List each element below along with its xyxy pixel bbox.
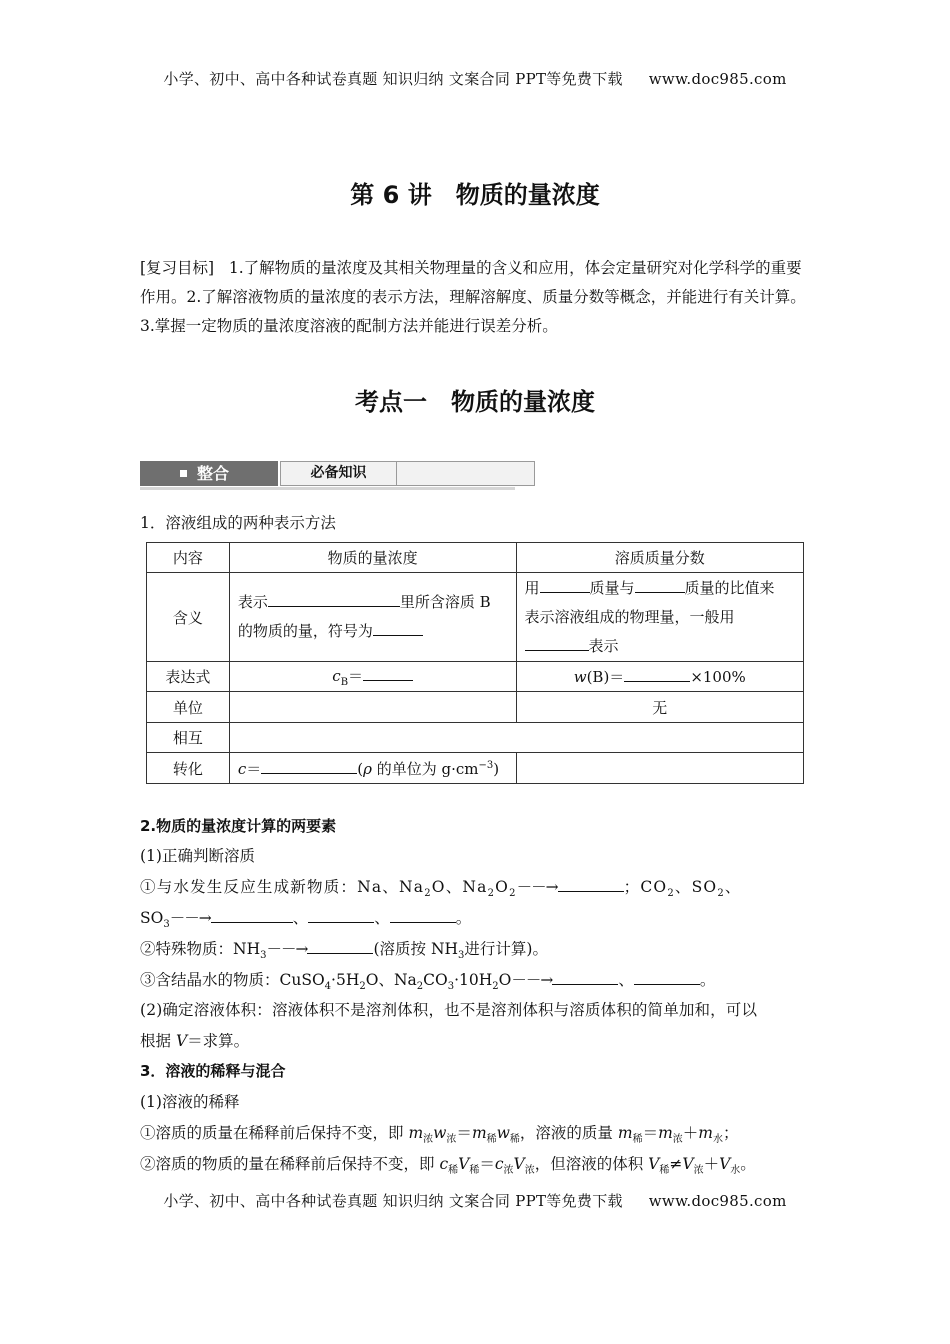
s2-p1: (1)正确判断溶质 <box>140 847 255 865</box>
text-fragment: ×100% <box>690 668 746 686</box>
arrow-glyph: －－→ <box>169 909 211 927</box>
text-fragment: w <box>433 1124 447 1142</box>
blank-line <box>525 635 589 651</box>
blank-line <box>558 876 624 892</box>
text-fragment: (B)＝ <box>586 668 625 686</box>
text-fragment: 浓 <box>423 1134 434 1146</box>
text-fragment: w <box>496 1124 510 1142</box>
text-fragment: V <box>175 1032 188 1050</box>
row-label-expr: 表达式 <box>147 662 230 692</box>
banner-dark <box>140 461 278 486</box>
text-fragment: ＋ <box>703 1155 720 1173</box>
text-fragment: 3 <box>458 950 465 962</box>
text-fragment: 里所含溶质 B <box>399 593 491 611</box>
text-fragment: c <box>494 1155 504 1173</box>
header-url[interactable]: www.doc985.com <box>648 70 787 88</box>
banner-dark-label: 整合 <box>197 464 230 483</box>
s2-line4 <box>140 969 810 998</box>
blank-line <box>390 907 456 923</box>
row-label-mutual: 相互 <box>147 723 230 753</box>
text-fragment: 2 <box>509 888 517 900</box>
text-fragment: m <box>698 1124 713 1142</box>
review-label: [复习目标] <box>140 259 215 277</box>
blank-line <box>635 577 685 593</box>
text-fragment: 。 <box>740 1155 756 1173</box>
text-fragment: ；CO <box>623 878 668 896</box>
text-fragment: 2 <box>492 981 499 993</box>
s1-title: 1．溶液组成的两种表示方法 <box>140 514 336 532</box>
text-fragment: 浓 <box>672 1134 683 1146</box>
text-fragment: 质量的比值来 <box>684 578 775 597</box>
lecture-title: 第 6 讲 物质的量浓度 <box>350 181 600 209</box>
cell-convert-empty <box>516 753 804 784</box>
arrow-glyph: －－→ <box>511 971 553 989</box>
text-fragment: 、 <box>724 878 742 896</box>
review-text: 1.了解物质的量浓度及其相关物理量的含义和应用，体会定量研究对化学科学的重要作用。2.了解溶液物质的量浓度的表示方法，理解溶解度、质量分数等概念，并能进行有关计算。3.掌握一定物质的量浓度溶液的配制方法并能进行误差分析。 <box>140 259 806 335</box>
text-fragment: 表示溶液组成的物理量，一般用 <box>524 607 735 626</box>
blank-line <box>540 577 590 593</box>
s3-line1 <box>140 1122 810 1151</box>
table-row <box>147 753 804 784</box>
text-fragment: O、Na <box>365 971 417 989</box>
text-fragment: 进行计算)。 <box>464 940 548 958</box>
text-fragment: B <box>340 677 349 688</box>
text-fragment: −3 <box>478 759 494 771</box>
header-text: 小学、初中、高中各种试卷真题 知识归纳 文案合同 PPT等免费下载 <box>163 70 623 88</box>
table-row <box>147 692 804 723</box>
text-fragment: O <box>498 971 512 989</box>
text-fragment: 稀 <box>469 1165 480 1177</box>
cell-mass-unit: 无 <box>516 692 804 723</box>
text-fragment: 的单位为 g·cm <box>371 759 479 778</box>
text-fragment: 、 <box>374 909 390 927</box>
banner-light <box>280 461 535 486</box>
text-fragment: O <box>495 878 510 896</box>
s2-title: 2.物质的量浓度计算的两要素 <box>140 817 337 835</box>
text-fragment: ＝ <box>479 1155 495 1173</box>
text-fragment: 3 <box>447 981 455 993</box>
text-fragment: ·5H <box>331 971 360 989</box>
text-fragment: 稀 <box>509 1134 520 1146</box>
s3-p1: (1)溶液的稀释 <box>140 1093 240 1111</box>
text-fragment: 稀 <box>659 1165 670 1177</box>
text-fragment: 2 <box>416 981 424 993</box>
cell-convert-formula <box>229 753 516 784</box>
text-fragment: 2 <box>424 888 432 900</box>
text-fragment: 。 <box>699 971 716 989</box>
text-fragment: V <box>458 1155 470 1173</box>
s2-line2 <box>140 907 810 936</box>
text-fragment: ≠ <box>669 1155 683 1173</box>
text-fragment: 2 <box>487 888 496 900</box>
s3-line2 <box>140 1153 810 1182</box>
text-fragment: SO <box>140 909 164 927</box>
footer-url[interactable]: www.doc985.com <box>648 1192 787 1210</box>
text-fragment: w <box>573 668 587 686</box>
text-fragment: 、 <box>292 909 309 927</box>
text-fragment: 2 <box>359 981 366 993</box>
arrow-glyph: －－→ <box>266 940 308 958</box>
text-fragment: 质量与 <box>589 578 635 597</box>
cell-molar-unit <box>229 692 516 723</box>
banner-rule <box>140 487 515 490</box>
text-fragment: V <box>719 1155 731 1173</box>
row-label-convert: 转化 <box>147 753 230 784</box>
text-fragment: 根据 <box>140 1032 176 1050</box>
text-fragment: 水 <box>713 1134 723 1146</box>
text-fragment: ＝ <box>456 1124 472 1142</box>
blank-line <box>552 969 618 985</box>
text-fragment: ＝ <box>642 1124 659 1142</box>
text-fragment: (溶质按 NH <box>373 940 459 958</box>
text-fragment: 的物质的量，符号为 <box>237 622 373 640</box>
text-fragment: c <box>332 667 341 685</box>
square-icon <box>180 470 187 477</box>
text-fragment: ②溶质的物质的量在稀释前后保持不变，即 <box>140 1155 440 1173</box>
text-fragment: 2 <box>667 888 675 900</box>
footer-text: 小学、初中、高中各种试卷真题 知识归纳 文案合同 PPT等免费下载 <box>163 1192 623 1210</box>
banner-light-label: 必备知识 <box>281 462 397 485</box>
text-fragment: V <box>513 1155 525 1173</box>
cell-molar-expr <box>229 662 516 692</box>
text-fragment: c <box>237 759 247 778</box>
table-header-molar: 物质的量浓度 <box>229 543 516 573</box>
text-fragment: ρ <box>363 759 372 778</box>
text-fragment: ) <box>493 759 500 778</box>
text-fragment: ，但溶液的体积 <box>534 1155 649 1173</box>
row-label-meaning: 含义 <box>147 573 230 662</box>
table-row <box>147 543 804 573</box>
cell-mass-meaning <box>516 573 804 662</box>
section-banner <box>140 459 515 490</box>
text-fragment: m <box>617 1124 633 1142</box>
text-fragment: c <box>439 1155 449 1173</box>
text-fragment: ； <box>723 1124 739 1142</box>
cell-mutual <box>229 723 803 753</box>
text-fragment: 4 <box>324 981 332 993</box>
s2-line1 <box>140 876 810 905</box>
text-fragment: m <box>408 1124 424 1142</box>
s2-p2-line1: (2)确定溶液体积：溶液体积不是溶剂体积，也不是溶剂体积与溶质体积的简单加和，可以 <box>140 1001 758 1019</box>
section-title: 考点一 物质的量浓度 <box>355 388 595 416</box>
s2-line3 <box>140 938 810 967</box>
review-goals <box>140 254 810 341</box>
page-footer <box>0 1190 950 1211</box>
text-fragment: ③含结晶水的物质：CuSO <box>140 971 325 989</box>
text-fragment: ＝ <box>246 759 262 778</box>
s3-title: 3．溶液的稀释与混合 <box>140 1062 286 1080</box>
text-fragment: 3 <box>260 950 267 962</box>
text-fragment: 稀 <box>486 1134 497 1146</box>
composition-table <box>146 542 804 784</box>
blank-line <box>624 666 690 682</box>
text-fragment: 水 <box>730 1165 741 1177</box>
text-fragment: 稀 <box>448 1165 459 1177</box>
text-fragment: ·10H <box>454 971 493 989</box>
text-fragment: 表示 <box>588 636 619 655</box>
text-fragment: ①溶质的质量在稀释前后保持不变，即 <box>140 1124 409 1142</box>
text-fragment: ＋ <box>682 1124 699 1142</box>
blank-line <box>634 969 700 985</box>
s2-p2-line2 <box>140 1030 810 1052</box>
cell-molar-meaning <box>229 573 516 662</box>
text-fragment: 表示 <box>237 593 268 611</box>
text-fragment: 3 <box>163 919 170 931</box>
blank-line <box>308 907 374 923</box>
text-fragment: 浓 <box>524 1165 535 1177</box>
text-fragment: V <box>682 1155 694 1173</box>
text-fragment: 浓 <box>446 1134 457 1146</box>
text-fragment: ①与水发生反应生成新物质：Na、Na <box>140 878 425 896</box>
blank-line <box>363 665 413 681</box>
text-fragment: ，溶液的质量 <box>519 1124 618 1142</box>
blank-line <box>307 938 373 954</box>
table-row <box>147 573 804 662</box>
text-fragment: ( <box>357 759 364 778</box>
page-header <box>0 68 950 89</box>
text-fragment: m <box>471 1124 487 1142</box>
text-fragment: 浓 <box>503 1165 514 1177</box>
text-fragment: ②特殊物质：NH <box>140 940 261 958</box>
text-fragment: 。 <box>455 909 472 927</box>
blank-line <box>373 620 423 636</box>
table-row <box>147 723 804 753</box>
blank-line <box>261 758 357 774</box>
table-header-mass: 溶质质量分数 <box>516 543 804 573</box>
text-fragment: O、Na <box>431 878 488 896</box>
table-row <box>147 662 804 692</box>
text-fragment: V <box>648 1155 660 1173</box>
text-fragment: 用 <box>524 578 540 597</box>
text-fragment: 浓 <box>693 1165 704 1177</box>
text-fragment: 、SO <box>674 878 718 896</box>
blank-line <box>211 907 293 923</box>
cell-mass-expr <box>516 662 804 692</box>
text-fragment: ＝求算。 <box>187 1032 250 1050</box>
blank-line <box>268 591 400 607</box>
text-fragment: 稀 <box>632 1134 643 1146</box>
text-fragment: ＝ <box>348 667 364 685</box>
row-label-unit: 单位 <box>147 692 230 723</box>
text-fragment: 2 <box>717 888 725 900</box>
table-header-content: 内容 <box>147 543 230 573</box>
arrow-glyph: －－→ <box>516 878 558 896</box>
text-fragment: m <box>658 1124 673 1142</box>
text-fragment: CO <box>423 971 448 989</box>
text-fragment: 、 <box>618 971 634 989</box>
